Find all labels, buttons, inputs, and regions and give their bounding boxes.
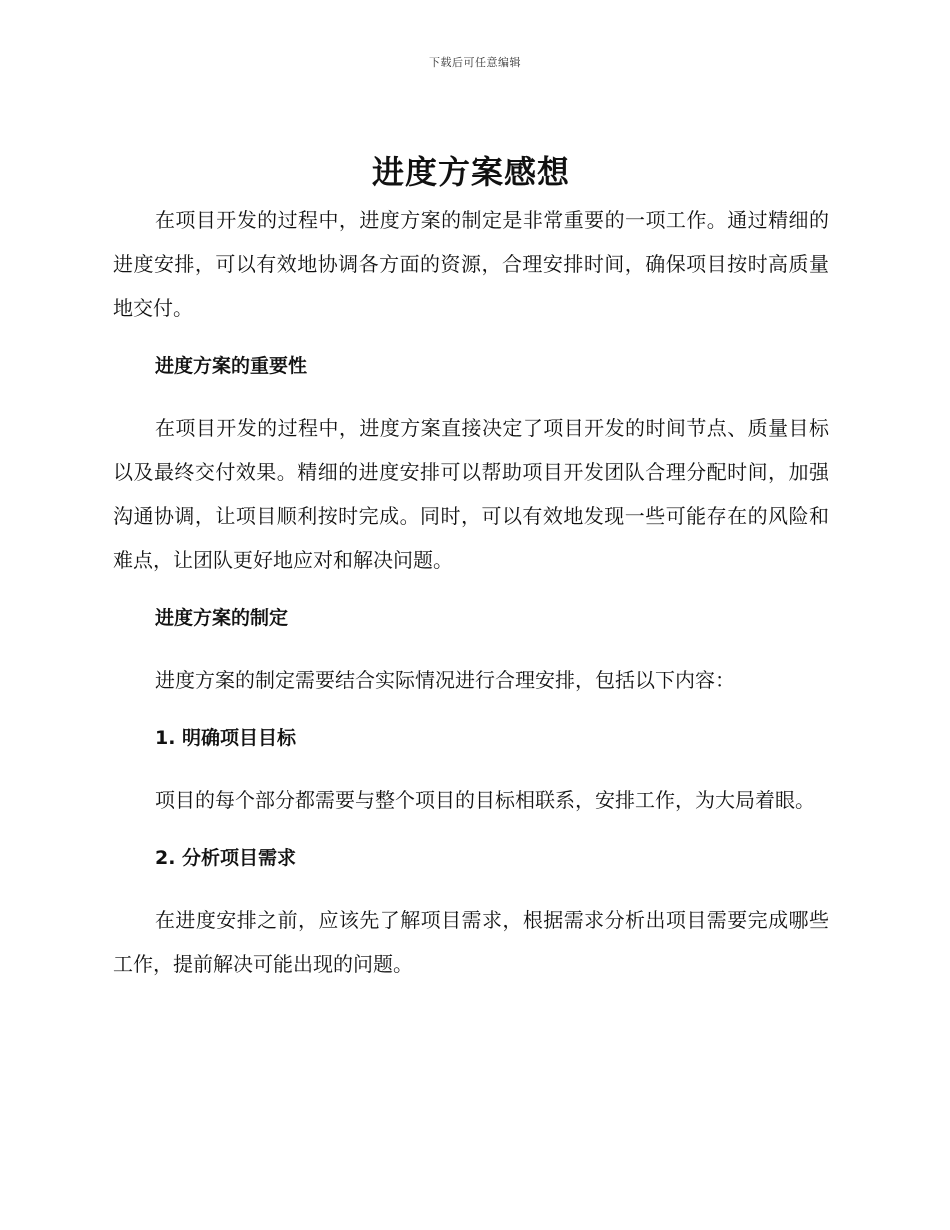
subheading-analyze-requirements: 2. 分析项目需求: [155, 847, 297, 869]
intro-paragraph: 在项目开发的过程中，进度方案的制定是非常重要的一项工作。通过精细的进度安排，可以有效地协调各方面的资源，合理安排时间，确保项目按时高质量地交付。: [113, 208, 829, 320]
importance-paragraph: 在项目开发的过程中，进度方案直接决定了项目开发的时间节点、质量目标以及最终交付效果。精细的进度安排可以帮助项目开发团队合理分配时间，加强沟通协调，让项目顺利按时完成。同时，可以有效地发现一些可能存在的风险和难点，让团队更好地应对和解决问题。: [113, 416, 829, 572]
subheading-clarify-goals: 1. 明确项目目标: [155, 727, 297, 749]
requirements-paragraph: 在进度安排之前，应该先了解项目需求，根据需求分析出项目需要完成哪些工作，提前解决可能出现的问题。: [113, 908, 829, 976]
header-note: 下载后可任意编辑: [429, 56, 521, 69]
document-body: [113, 150, 829, 986]
goals-paragraph: 项目的每个部分都需要与整个项目的目标相联系，安排工作，为大局着眼。: [155, 788, 815, 812]
section-heading-formulation: 进度方案的制定: [155, 607, 289, 629]
formulation-paragraph: 进度方案的制定需要结合实际情况进行合理安排，包括以下内容：: [155, 668, 735, 692]
section-heading-importance: 进度方案的重要性: [155, 355, 308, 377]
document-title: 进度方案感想: [371, 153, 570, 191]
